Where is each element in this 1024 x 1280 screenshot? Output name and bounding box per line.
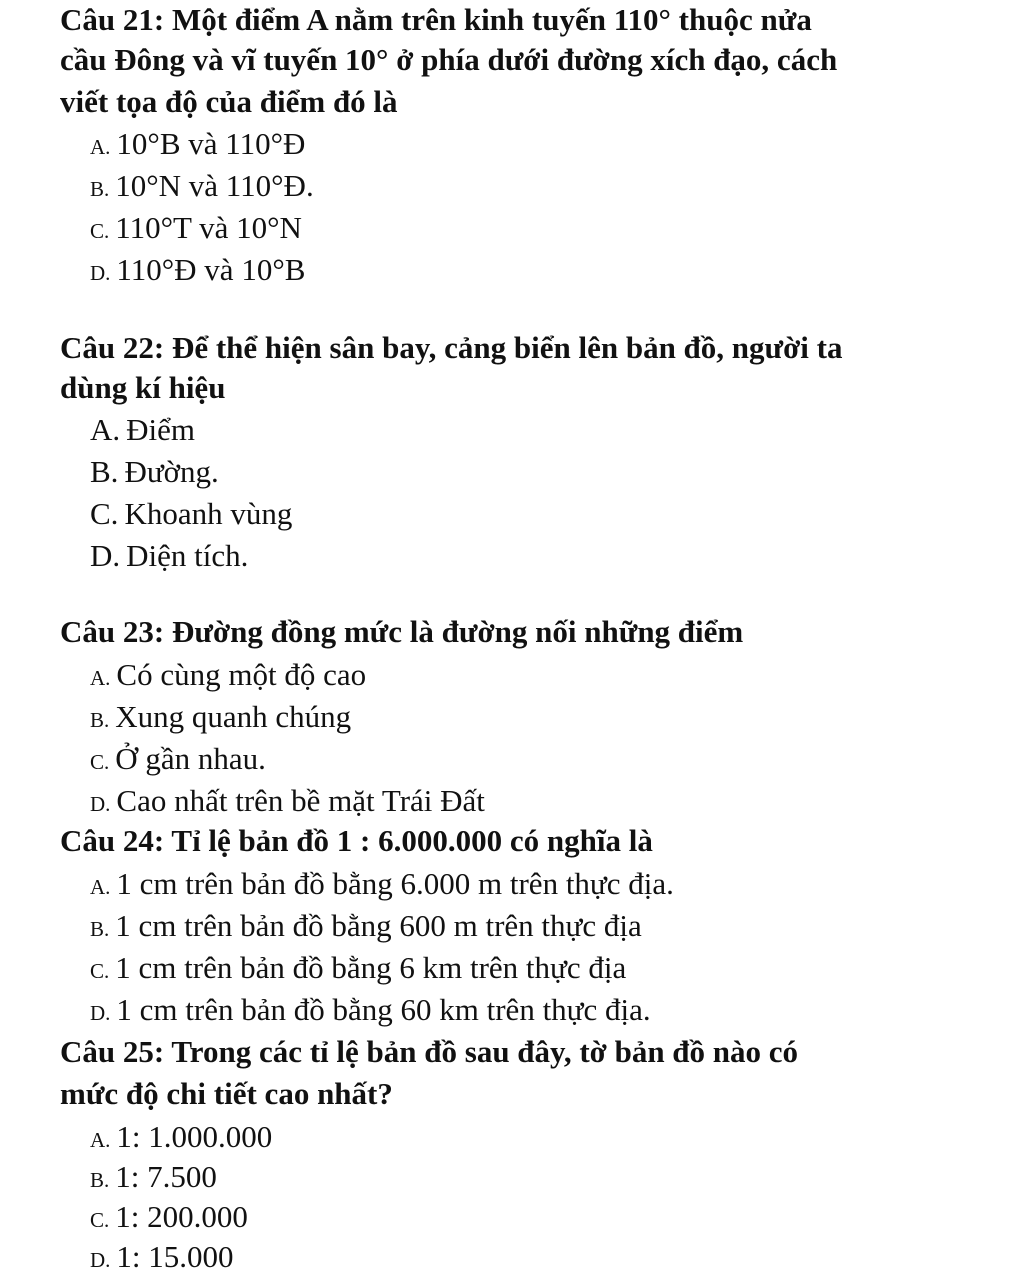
option-letter: C. xyxy=(90,750,110,774)
question-24-option-a[interactable] xyxy=(90,864,674,907)
question-22-text-line-1: Câu 22: Để thể hiện sân bay, cảng biển lên bản đồ, người ta xyxy=(60,330,843,365)
option-text: 10°N và 110°Đ. xyxy=(115,168,314,203)
question-25-text-line-1: Câu 25: Trong các tỉ lệ bản đồ sau đây, tờ bản đồ nào có xyxy=(60,1034,799,1069)
option-text: Khoanh vùng xyxy=(124,496,293,531)
option-text: Đường. xyxy=(124,454,219,489)
option-text: Có cùng một độ cao xyxy=(116,657,367,692)
question-21-option-c[interactable] xyxy=(90,208,302,251)
question-21-text-line-3: viết tọa độ của điểm đó là xyxy=(60,84,398,119)
option-text: Diện tích. xyxy=(126,538,249,573)
option-letter: A. xyxy=(90,875,111,899)
option-letter: A. xyxy=(90,412,121,447)
question-22-option-b[interactable] xyxy=(90,452,219,492)
option-letter: C. xyxy=(90,959,110,983)
option-letter: C. xyxy=(90,1208,110,1232)
option-letter: B. xyxy=(90,177,110,201)
option-letter: C. xyxy=(90,219,110,243)
option-text: Cao nhất trên bề mặt Trái Đất xyxy=(116,783,485,818)
question-25-option-c[interactable] xyxy=(90,1197,248,1240)
question-25-option-b[interactable] xyxy=(90,1157,217,1200)
option-text: 110°Đ và 10°B xyxy=(116,252,306,287)
option-text: 1 cm trên bản đồ bằng 60 km trên thực địa. xyxy=(116,992,651,1027)
option-letter: A. xyxy=(90,135,111,159)
question-24-option-c[interactable] xyxy=(90,948,626,991)
question-21-option-b[interactable] xyxy=(90,166,314,209)
option-text: 1 cm trên bản đồ bằng 6.000 m trên thực địa. xyxy=(116,866,674,901)
question-21-option-a[interactable] xyxy=(90,124,305,167)
question-21-text-line-1: Câu 21: Một điểm A nằm trên kinh tuyến 110° thuộc nửa xyxy=(60,2,812,37)
question-22-option-d[interactable] xyxy=(90,536,248,576)
option-text: 1: 200.000 xyxy=(115,1199,248,1234)
question-21-text-line-2: cầu Đông và vĩ tuyến 10° ở phía dưới đường xích đạo, cách xyxy=(60,42,838,77)
option-text: 1: 7.500 xyxy=(115,1159,217,1194)
option-letter: B. xyxy=(90,708,110,732)
question-21-option-d[interactable] xyxy=(90,250,305,293)
option-letter: D. xyxy=(90,1248,111,1272)
option-text: Xung quanh chúng xyxy=(115,699,352,734)
option-text: 1: 1.000.000 xyxy=(116,1119,273,1154)
question-24-option-b[interactable] xyxy=(90,906,642,949)
question-24-text-line-1: Câu 24: Tỉ lệ bản đồ 1 : 6.000.000 có nghĩa là xyxy=(60,823,653,858)
option-letter: A. xyxy=(90,1128,111,1152)
question-23-option-a[interactable] xyxy=(90,655,366,698)
option-letter: D. xyxy=(90,792,111,816)
question-23-option-d[interactable] xyxy=(90,781,485,824)
option-text: 10°B và 110°Đ xyxy=(116,126,306,161)
option-letter: D. xyxy=(90,261,111,285)
question-22-option-c[interactable] xyxy=(90,494,292,534)
option-text: 1: 15.000 xyxy=(116,1239,234,1274)
option-text: 1 cm trên bản đồ bằng 600 m trên thực địa xyxy=(115,908,642,943)
option-letter: A. xyxy=(90,666,111,690)
question-24-option-d[interactable] xyxy=(90,990,651,1033)
option-letter: C. xyxy=(90,496,119,531)
option-text: Điểm xyxy=(126,412,196,447)
option-letter: B. xyxy=(90,1168,110,1192)
question-23-option-c[interactable] xyxy=(90,739,266,782)
option-letter: D. xyxy=(90,1001,111,1025)
question-23-text-line-1: Câu 23: Đường đồng mức là đường nối những điểm xyxy=(60,614,744,649)
option-letter: B. xyxy=(90,454,119,489)
option-text: 1 cm trên bản đồ bằng 6 km trên thực địa xyxy=(115,950,627,985)
option-text: 110°T và 10°N xyxy=(115,210,302,245)
option-letter: B. xyxy=(90,917,110,941)
option-letter: D. xyxy=(90,538,121,573)
question-25-option-d[interactable] xyxy=(90,1237,234,1280)
question-25-text-line-2: mức độ chi tiết cao nhất? xyxy=(60,1076,393,1111)
question-22-text-line-2: dùng kí hiệu xyxy=(60,370,226,405)
question-25-option-a[interactable] xyxy=(90,1117,272,1160)
question-23-option-b[interactable] xyxy=(90,697,351,740)
option-text: Ở gần nhau. xyxy=(115,741,266,776)
question-22-option-a[interactable] xyxy=(90,410,195,450)
